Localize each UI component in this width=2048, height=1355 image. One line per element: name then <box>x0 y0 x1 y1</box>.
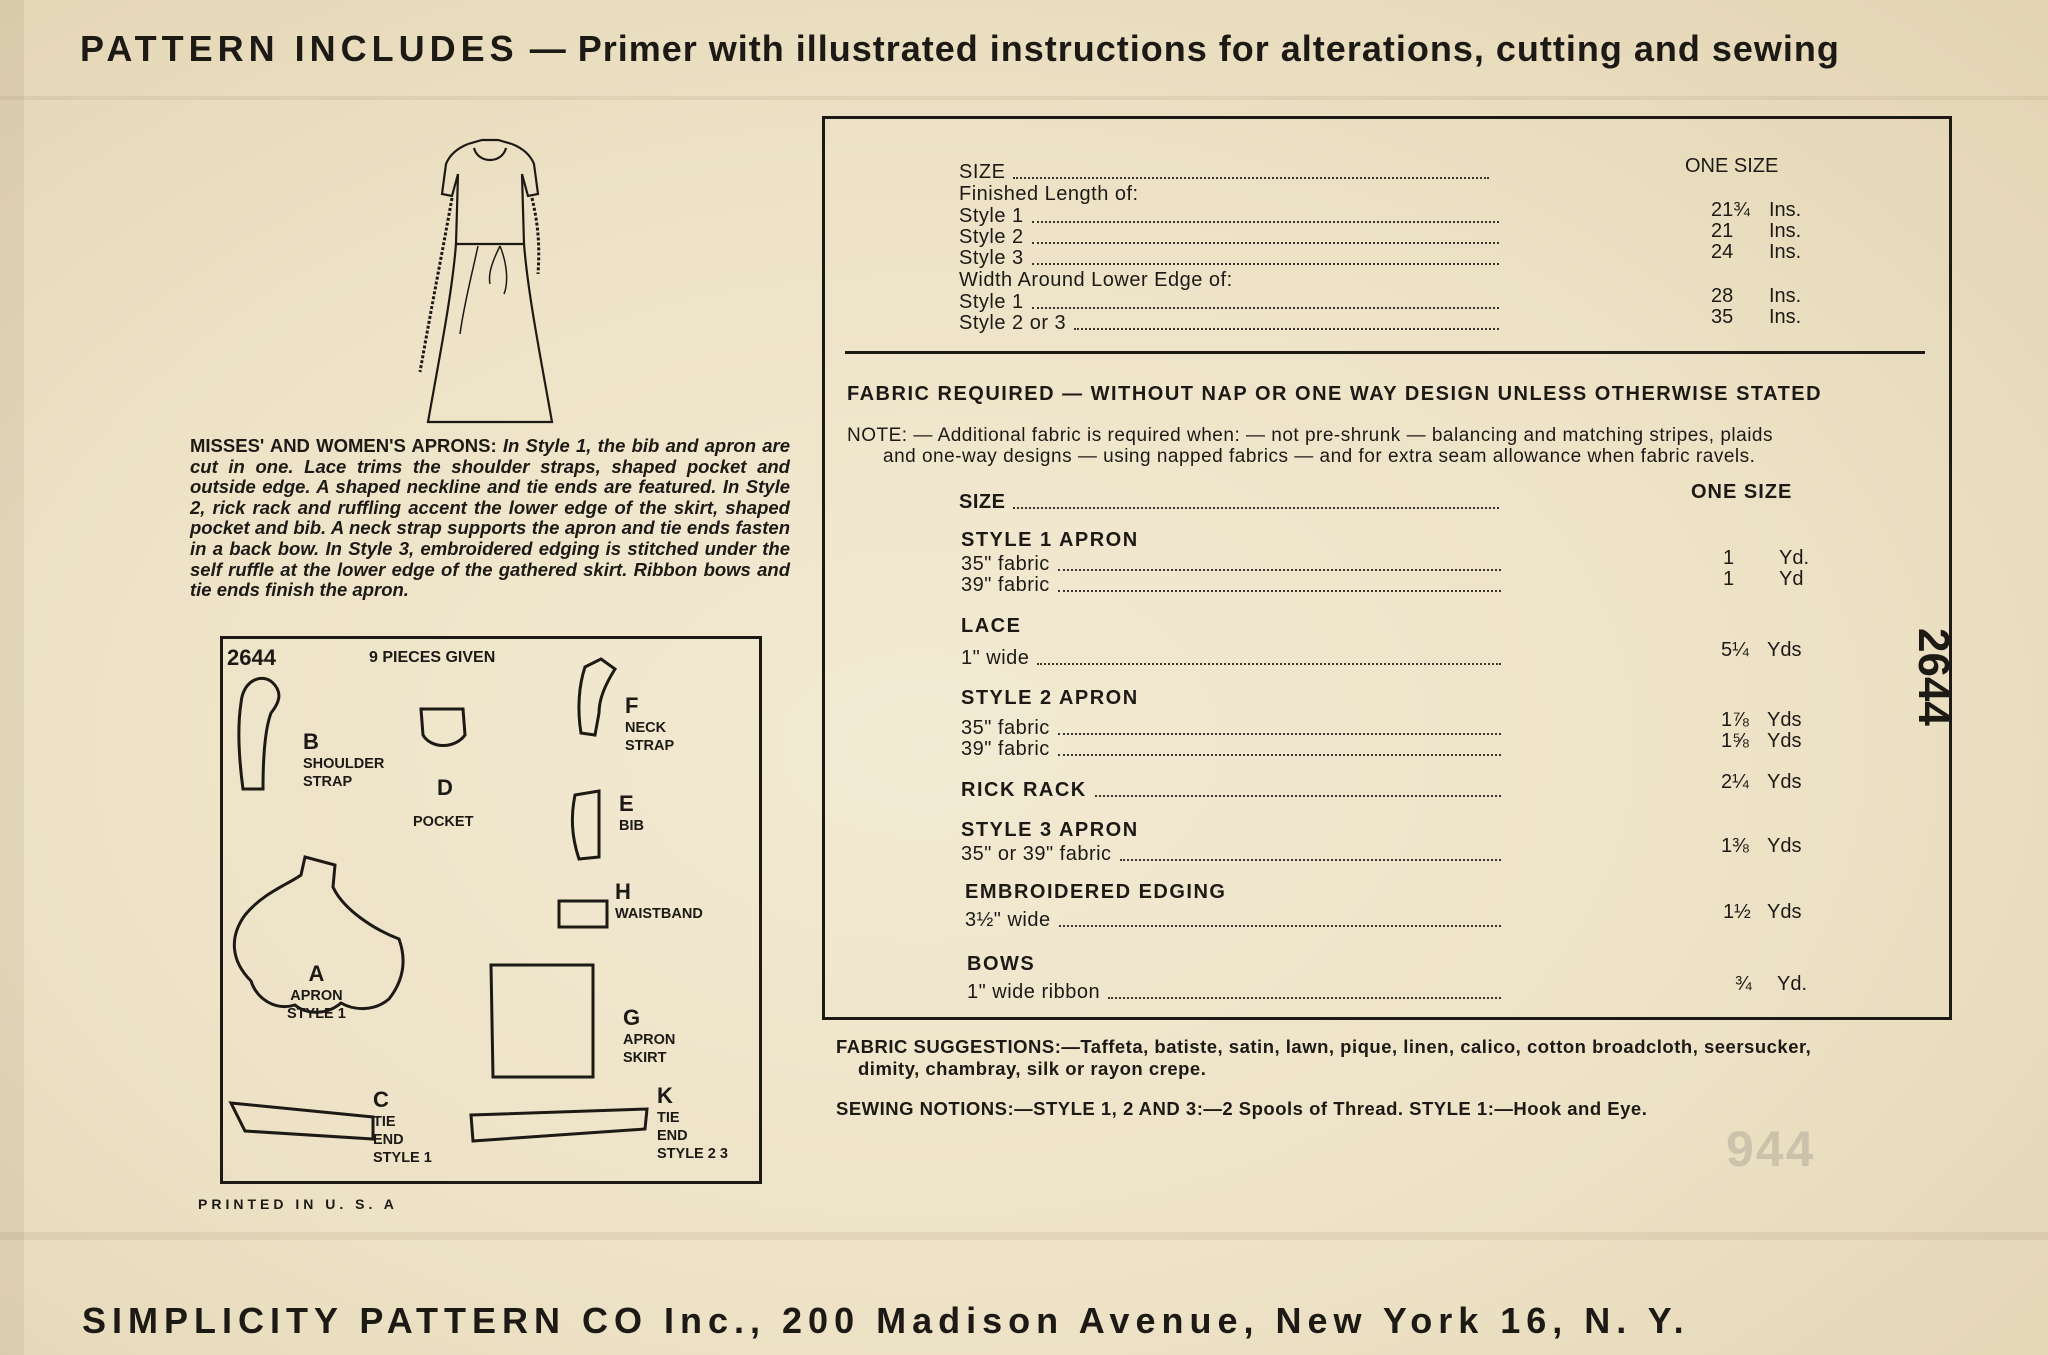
piece-k-shape <box>471 1109 647 1141</box>
row-label: Style 1 <box>959 291 1024 313</box>
pattern-pieces-box <box>220 636 762 1184</box>
leader-dots <box>1032 307 1499 309</box>
row-unit: Yds <box>1767 709 1802 731</box>
printed-in-usa: PRINTED IN U. S. A <box>198 1196 398 1212</box>
leader-dots <box>1059 925 1501 927</box>
apron-illustration <box>412 134 572 434</box>
leader-dots <box>1032 263 1499 265</box>
row-unit: Yds <box>1767 771 1802 793</box>
row-value: 21¾ <box>1711 199 1750 221</box>
piece-e-shape <box>572 791 599 859</box>
row-label: Style 1 <box>959 205 1024 227</box>
finished-length-label: Finished Length of: <box>959 183 1139 205</box>
piece-g-shape <box>491 965 593 1077</box>
measure-size-row <box>959 161 1499 184</box>
piece-label: STRAP <box>625 738 675 754</box>
piece-label: SHOULDER <box>303 756 385 772</box>
piece-d-shape <box>421 709 465 746</box>
piece-label: TIE <box>373 1114 396 1130</box>
row-label: RICK RACK <box>961 779 1087 801</box>
piece-e <box>619 791 644 835</box>
row-label: Style 2 or 3 <box>959 312 1067 334</box>
width-around-label: Width Around Lower Edge of: <box>959 269 1233 291</box>
bows-title: BOWS <box>967 953 1036 975</box>
requirements-table <box>822 116 1952 1020</box>
row-label: 1" wide ribbon <box>967 981 1101 1003</box>
piece-c-shape <box>231 1103 373 1139</box>
piece-label: TIE <box>657 1110 680 1126</box>
piece-label: WAISTBAND <box>615 906 703 922</box>
row-label: Style 2 <box>959 226 1024 248</box>
row-unit: Ins. <box>1769 285 1802 307</box>
piece-label: STYLE 1 <box>373 1150 432 1166</box>
piece-h <box>615 879 703 923</box>
length-style2-row <box>959 226 1509 249</box>
divider-line <box>845 351 1925 354</box>
piece-label: STYLE 1 <box>287 1006 346 1022</box>
fabric-size-row <box>959 491 1509 514</box>
row-label: Style 3 <box>959 247 1024 269</box>
piece-letter: B <box>303 729 319 754</box>
left-edge-shadow <box>0 0 24 1355</box>
embroidered-edging-title: EMBROIDERED EDGING <box>965 881 1227 903</box>
piece-label: BIB <box>619 818 644 834</box>
row-label: 3½" wide <box>965 909 1051 931</box>
row-unit: Yd <box>1779 568 1804 590</box>
row-label: 35" fabric <box>961 553 1050 575</box>
row-label: 35" or 39" fabric <box>961 843 1112 865</box>
leader-dots <box>1120 859 1501 861</box>
top-fold-line <box>0 96 2048 100</box>
leader-dots <box>1058 754 1501 756</box>
leader-dots <box>1037 663 1501 665</box>
leader-dots <box>1032 242 1499 244</box>
row-value: 1⅜ <box>1721 835 1749 857</box>
leader-dots <box>1032 221 1499 223</box>
piece-label: POCKET <box>413 814 474 830</box>
row-value: 2¼ <box>1721 771 1749 793</box>
row-value: ¾ <box>1735 973 1752 995</box>
piece-label: APRON <box>290 988 343 1004</box>
publisher-footer: SIMPLICITY PATTERN CO Inc., 200 Madison Avenue, New York 16, N. Y. <box>82 1300 1690 1341</box>
embroidered-edging-row <box>965 909 1511 932</box>
piece-letter: D <box>437 775 453 800</box>
rick-rack-row <box>961 779 1511 802</box>
piece-letter: F <box>625 693 639 718</box>
fabric-heading: FABRIC REQUIRED — WITHOUT NAP OR ONE WAY DESIGN UNLESS OTHERWISE STATED <box>847 383 1823 405</box>
piece-d <box>413 775 473 831</box>
row-unit: Yd. <box>1779 547 1810 569</box>
leader-dots <box>1058 569 1501 571</box>
size-label: SIZE <box>959 491 1006 513</box>
style1-39-row <box>961 574 1511 597</box>
length-style3-row <box>959 247 1509 270</box>
row-value: 28 <box>1711 285 1734 307</box>
piece-b-shape <box>239 678 279 789</box>
fabric-suggestions-line1: FABRIC SUGGESTIONS:—Taffeta, batiste, satin, lawn, pique, linen, calico, cotton broadcloth, seersucker, <box>836 1036 1812 1057</box>
piece-label: STRAP <box>303 774 353 790</box>
row-label: 39" fabric <box>961 738 1050 760</box>
leader-dots <box>1095 795 1501 797</box>
piece-h-shape <box>559 901 607 927</box>
bottom-fold-line <box>0 1232 2048 1240</box>
piece-label: END <box>657 1128 688 1144</box>
row-label: 1" wide <box>961 647 1030 669</box>
piece-f-shape <box>579 659 615 735</box>
style2-39-row <box>961 738 1511 761</box>
description-title: MISSES' AND WOMEN'S APRONS: <box>190 435 497 456</box>
sewing-notions: SEWING NOTIONS:—STYLE 1, 2 AND 3:—2 Spools of Thread. STYLE 1:—Hook and Eye. <box>836 1098 1648 1119</box>
header-line <box>80 28 1840 70</box>
piece-c <box>373 1087 432 1167</box>
row-value: 1⅝ <box>1721 730 1749 752</box>
fabric-note-line1: NOTE: — Additional fabric is required when: — not pre-shrunk — balancing and matching stripes, plaids <box>847 425 1773 446</box>
piece-letter: G <box>623 1005 641 1030</box>
row-value: 35 <box>1711 306 1734 328</box>
piece-letter: E <box>619 791 634 816</box>
description-body: In Style 1, the bib and apron are cut in one. Lace trims the shoulder straps, shaped pocket and outside edge. A shaped neckline and tie ends are featured. In Style 2, rick rack and ruffling accent the lower edge of the skirt, shaped pocket and bib. A neck strap supports the apron and tie ends fasten in a back bow. In Style 3, embroidered edging is stitched under the self ruffle at the lower edge of the gathered skirt. Ribbon bows and tie ends finish the apron. <box>190 435 791 601</box>
row-unit: Yds <box>1767 835 1802 857</box>
piece-f <box>625 693 674 755</box>
row-value: 5¼ <box>1721 639 1749 661</box>
row-unit: Ins. <box>1769 199 1802 221</box>
style3-row <box>961 843 1511 866</box>
measure-size-value: ONE SIZE <box>1685 155 1779 177</box>
style1-35-row <box>961 553 1511 576</box>
row-unit: Ins. <box>1769 306 1802 328</box>
piece-label: SKIRT <box>623 1050 667 1066</box>
piece-letter: C <box>373 1087 389 1112</box>
lace-title: LACE <box>961 615 1022 637</box>
leader-dots <box>1074 328 1499 330</box>
row-value: 24 <box>1711 241 1734 263</box>
row-unit: Yds <box>1767 901 1802 923</box>
pattern-number: 2644 <box>227 645 276 670</box>
piece-letter: H <box>615 879 631 904</box>
fabric-note-line2: and one-way designs — using napped fabrics — and for extra seam allowance when fabric ravels. <box>883 446 1756 467</box>
style2-apron-title: STYLE 2 APRON <box>961 687 1139 709</box>
lace-row <box>961 647 1511 670</box>
style3-apron-title: STYLE 3 APRON <box>961 819 1139 841</box>
piece-letter: K <box>657 1083 673 1108</box>
length-style1-row <box>959 205 1509 228</box>
piece-a <box>287 961 346 1023</box>
leader-dots <box>1058 733 1501 735</box>
piece-label: NECK <box>625 720 667 736</box>
row-unit: Yd. <box>1777 973 1808 995</box>
row-unit: Ins. <box>1769 241 1802 263</box>
row-value: 1⅞ <box>1721 709 1749 731</box>
piece-label: STYLE 2 3 <box>657 1146 728 1162</box>
leader-dots <box>1108 997 1501 999</box>
piece-letter: A <box>308 961 325 986</box>
row-value: 1 <box>1723 568 1735 590</box>
row-unit: Ins. <box>1769 220 1802 242</box>
row-value: 1 <box>1723 547 1735 569</box>
piece-k <box>657 1083 728 1163</box>
header-prefix: PATTERN INCLUDES <box>80 28 519 69</box>
row-unit: Yds <box>1767 639 1802 661</box>
row-label: 35" fabric <box>961 717 1050 739</box>
style2-35-row <box>961 717 1511 740</box>
side-pattern-number: 2644 <box>1909 628 1958 726</box>
pieces-given: 9 PIECES GIVEN <box>369 649 496 666</box>
piece-label: END <box>373 1132 404 1148</box>
header-text: — Primer with illustrated instructions for alterations, cutting and sewing <box>529 28 1840 69</box>
ink-stamp: 944 <box>1726 1121 1816 1177</box>
width-style23-row <box>959 312 1509 335</box>
leader-dots <box>1013 177 1489 179</box>
style1-apron-title: STYLE 1 APRON <box>961 529 1139 551</box>
size-label: SIZE <box>959 161 1006 183</box>
row-unit: Yds <box>1767 730 1802 752</box>
piece-b <box>303 729 384 791</box>
fabric-suggestions-line2: dimity, chambray, silk or rayon crepe. <box>858 1058 1207 1079</box>
row-value: 1½ <box>1723 901 1751 923</box>
piece-label: APRON <box>623 1032 676 1048</box>
piece-g <box>623 1005 675 1067</box>
row-value: 21 <box>1711 220 1734 242</box>
row-label: 39" fabric <box>961 574 1050 596</box>
bows-row <box>967 981 1511 1004</box>
style-description <box>190 436 790 601</box>
leader-dots <box>1058 590 1501 592</box>
fabric-size-value: ONE SIZE <box>1691 481 1793 503</box>
width-style1-row <box>959 291 1509 314</box>
leader-dots <box>1013 507 1499 509</box>
